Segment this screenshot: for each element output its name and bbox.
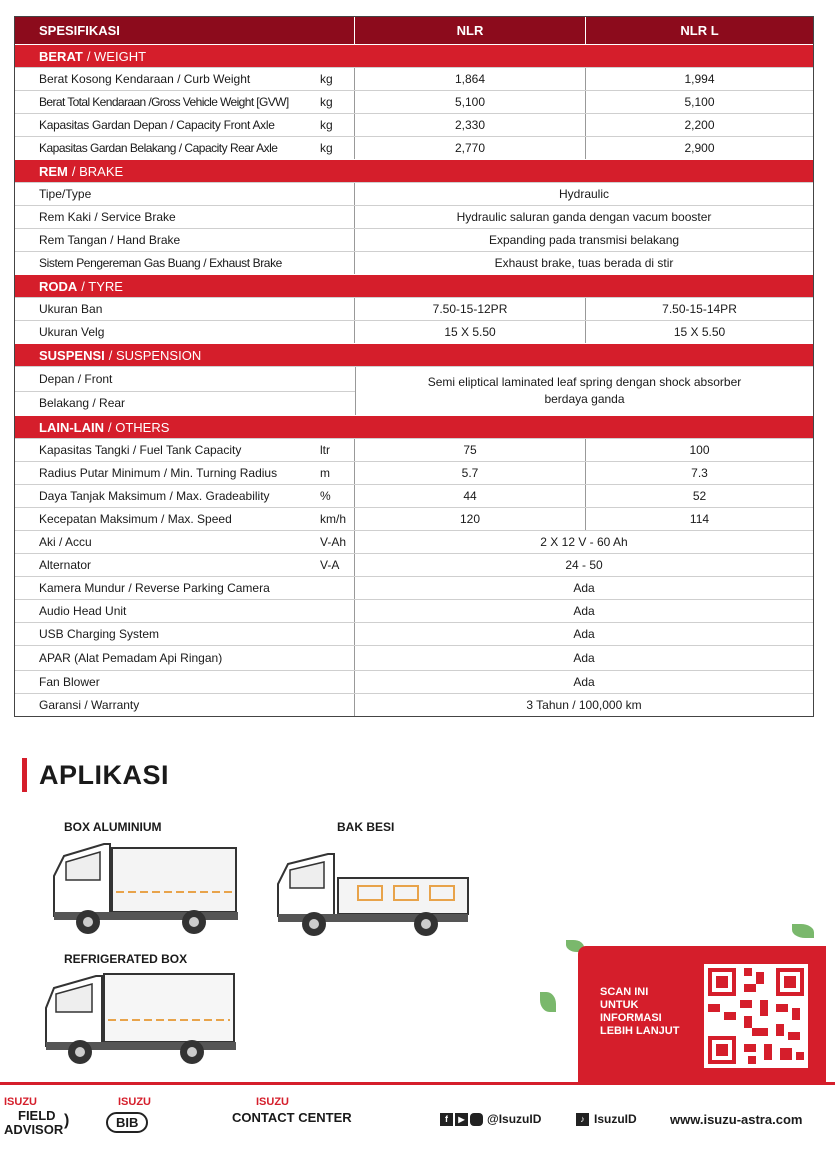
footer xyxy=(0,1082,835,1162)
row-label: Tipe/Type xyxy=(39,187,92,201)
row-label: Radius Putar Minimum / Min. Turning Radius xyxy=(39,466,278,480)
table-row xyxy=(15,599,813,622)
table-row xyxy=(15,645,813,670)
section-title: RODA xyxy=(39,278,78,294)
row-label: APAR (Alat Pemadam Api Ringan) xyxy=(39,651,223,665)
value-both: 2 X 12 V - 60 Ah xyxy=(540,535,628,549)
section-subtitle: / BRAKE xyxy=(71,163,124,179)
value-nlr: 44 xyxy=(355,485,586,507)
table-row xyxy=(15,113,813,136)
value-nlrl: 1,994 xyxy=(684,72,715,86)
row-label: Audio Head Unit xyxy=(39,604,127,618)
value-nlrl: 2,900 xyxy=(684,141,715,155)
model-nlrl-header: NLR L xyxy=(680,23,719,38)
qr-caption-line: INFORMASI xyxy=(600,1012,662,1024)
section-subtitle: / OTHERS xyxy=(108,419,170,435)
youtube-handle[interactable] xyxy=(576,1112,637,1126)
isuzu-brand-text: ISUZU xyxy=(256,1096,289,1108)
row-label: USB Charging System xyxy=(39,627,160,641)
value-both: Ada xyxy=(573,651,595,665)
value-nlr: 2,330 xyxy=(355,114,586,136)
row-unit: kg xyxy=(320,141,333,155)
qr-panel xyxy=(578,946,826,1082)
value-both: Hydraulic xyxy=(558,187,609,201)
row-label: Berat Total Kendaraan /Gross Vehicle Weight [GVW] xyxy=(39,95,289,109)
value-nlr: 120 xyxy=(355,508,586,530)
spec-header xyxy=(15,17,813,44)
table-row xyxy=(15,553,813,576)
value-nlrl: 52 xyxy=(692,489,707,503)
section-others xyxy=(15,415,813,438)
table-row xyxy=(15,670,813,693)
field-advisor-logo-line2: ADVISOR xyxy=(4,1122,64,1137)
value-nlrl: 15 X 5.50 xyxy=(673,325,726,339)
table-row xyxy=(15,228,813,251)
section-brake xyxy=(15,159,813,182)
row-label: Kapasitas Gardan Belakang / Capacity Rear Axle xyxy=(39,141,278,155)
qr-caption-line: LEBIH LANJUT xyxy=(600,1025,680,1037)
aplikasi-heading xyxy=(22,758,169,792)
box-aluminium-label: BOX ALUMINIUM xyxy=(64,820,162,834)
value-nlr: 75 xyxy=(355,439,586,461)
row-unit: kg xyxy=(320,118,333,132)
row-label: Kamera Mundur / Reverse Parking Camera xyxy=(39,581,270,595)
row-unit: ltr xyxy=(320,443,330,457)
value-nlr: 5.7 xyxy=(355,462,586,484)
value-nlrl: 114 xyxy=(689,512,710,526)
row-label: Rem Tangan / Hand Brake xyxy=(39,233,181,247)
suspension-value-line1: Semi eliptical laminated leaf spring dengan shock absorber xyxy=(427,375,742,389)
refrigerated-box-label: REFRIGERATED BOX xyxy=(64,952,188,966)
row-label: Kapasitas Gardan Depan / Capacity Front Axle xyxy=(39,118,275,132)
social-media-handle[interactable] xyxy=(440,1112,541,1126)
tiktok-icon: ♪ xyxy=(576,1113,589,1126)
table-row xyxy=(15,693,813,716)
leaf-decoration xyxy=(540,992,556,1012)
table-row xyxy=(15,438,813,461)
table-row xyxy=(15,90,813,113)
suspension-row xyxy=(15,366,813,415)
row-label: Ukuran Ban xyxy=(39,302,103,316)
value-both: 3 Tahun / 100,000 km xyxy=(526,698,642,712)
value-both: Exhaust brake, tuas berada di stir xyxy=(494,256,674,270)
value-both: Ada xyxy=(573,604,595,618)
website-link[interactable]: www.isuzu-astra.com xyxy=(670,1112,803,1127)
section-suspension xyxy=(15,343,813,366)
spec-header-label: SPESIFIKASI xyxy=(15,17,355,44)
value-both: Ada xyxy=(573,581,595,595)
refrigerated-box-truck-image xyxy=(36,966,240,1066)
social-handle-text: @IsuzuID xyxy=(487,1112,542,1126)
table-row xyxy=(15,205,813,228)
row-unit: km/h xyxy=(320,512,347,526)
row-unit: m xyxy=(320,466,330,480)
contact-center-logo: CONTACT CENTER xyxy=(232,1110,352,1125)
value-both: Hydraulic saluran ganda dengan vacum booster xyxy=(456,210,712,224)
value-nlrl: 100 xyxy=(689,443,710,457)
row-label: Berat Kosong Kendaraan / Curb Weight xyxy=(39,72,251,86)
signal-icon: ) xyxy=(64,1112,70,1129)
qr-caption-line: SCAN INI xyxy=(600,986,649,998)
row-unit: kg xyxy=(320,95,333,109)
table-row xyxy=(15,320,813,343)
row-label: Sistem Pengereman Gas Buang / Exhaust Brake xyxy=(39,256,282,270)
section-weight xyxy=(15,44,813,67)
box-aluminium-truck-image xyxy=(44,836,244,938)
value-both: 24 - 50 xyxy=(565,558,603,572)
value-nlr: 5,100 xyxy=(355,91,586,113)
qr-caption xyxy=(600,986,700,1038)
suspension-front-label: Depan / Front xyxy=(39,371,113,386)
footer-divider xyxy=(0,1082,835,1085)
qr-caption-line: UNTUK xyxy=(600,999,639,1011)
table-row xyxy=(15,484,813,507)
row-label: Kecepatan Maksimum / Max. Speed xyxy=(39,512,232,526)
value-nlr: 1,864 xyxy=(355,68,586,90)
value-nlr: 15 X 5.50 xyxy=(355,321,586,343)
row-label: Daya Tanjak Maksimum / Max. Gradeability xyxy=(39,489,270,503)
value-nlrl: 7.3 xyxy=(691,466,708,480)
row-label: Fan Blower xyxy=(39,675,100,689)
value-both: Expanding pada transmisi belakang xyxy=(488,233,680,247)
section-subtitle: / TYRE xyxy=(81,278,123,294)
value-nlrl: 5,100 xyxy=(684,95,715,109)
row-label: Alternator xyxy=(39,558,92,572)
bak-besi-truck-image xyxy=(272,850,472,940)
bib-logo: BIB xyxy=(106,1112,148,1133)
row-label: Kapasitas Tangki / Fuel Tank Capacity xyxy=(39,443,242,457)
facebook-icon: f xyxy=(440,1113,453,1126)
table-row xyxy=(15,461,813,484)
table-row xyxy=(15,182,813,205)
model-nlr-header: NLR xyxy=(355,17,586,44)
isuzu-brand-text: ISUZU xyxy=(118,1096,151,1108)
table-row xyxy=(15,530,813,553)
value-nlrl: 7.50-15-14PR xyxy=(662,302,737,316)
value-nlrl: 2,200 xyxy=(684,118,715,132)
isuzu-brand-text: ISUZU xyxy=(4,1096,37,1108)
suspension-value-line2: berdaya ganda xyxy=(544,392,625,406)
table-row xyxy=(15,507,813,530)
qr-code-icon[interactable] xyxy=(704,964,808,1068)
table-row xyxy=(15,622,813,645)
bak-besi-label: BAK BESI xyxy=(337,820,395,834)
row-unit: % xyxy=(320,489,331,503)
table-row xyxy=(15,67,813,90)
row-label: Aki / Accu xyxy=(39,535,92,549)
section-title: REM xyxy=(39,163,68,179)
row-unit: V-A xyxy=(320,558,340,572)
heading-accent-bar xyxy=(22,758,27,792)
section-title: BERAT xyxy=(39,48,83,64)
table-row xyxy=(15,136,813,159)
row-label: Garansi / Warranty xyxy=(39,698,140,712)
leaf-decoration xyxy=(792,924,814,938)
youtube-icon: ▶ xyxy=(455,1113,468,1126)
instagram-icon xyxy=(470,1113,483,1126)
spec-table xyxy=(14,16,814,717)
section-subtitle: / SUSPENSION xyxy=(108,347,202,363)
value-both: Ada xyxy=(573,627,595,641)
value-both: Ada xyxy=(573,675,595,689)
suspension-value xyxy=(356,367,813,415)
suspension-rear-label: Belakang / Rear xyxy=(15,391,355,416)
aplikasi-title: APLIKASI xyxy=(39,759,170,790)
section-subtitle: / WEIGHT xyxy=(86,48,147,64)
table-row xyxy=(15,576,813,599)
row-label: Ukuran Velg xyxy=(39,325,105,339)
row-unit: V-Ah xyxy=(320,535,347,549)
table-row xyxy=(15,297,813,320)
value-nlr: 7.50-15-12PR xyxy=(355,298,586,320)
section-title: LAIN-LAIN xyxy=(39,419,104,435)
table-row xyxy=(15,251,813,274)
row-label: Rem Kaki / Service Brake xyxy=(39,210,176,224)
section-title: SUSPENSI xyxy=(39,347,105,363)
row-unit: kg xyxy=(320,72,333,86)
field-advisor-logo-line1: FIELD xyxy=(18,1108,56,1123)
section-tyre xyxy=(15,274,813,297)
value-nlr: 2,770 xyxy=(355,137,586,159)
youtube-handle-text: IsuzuID xyxy=(594,1112,637,1126)
